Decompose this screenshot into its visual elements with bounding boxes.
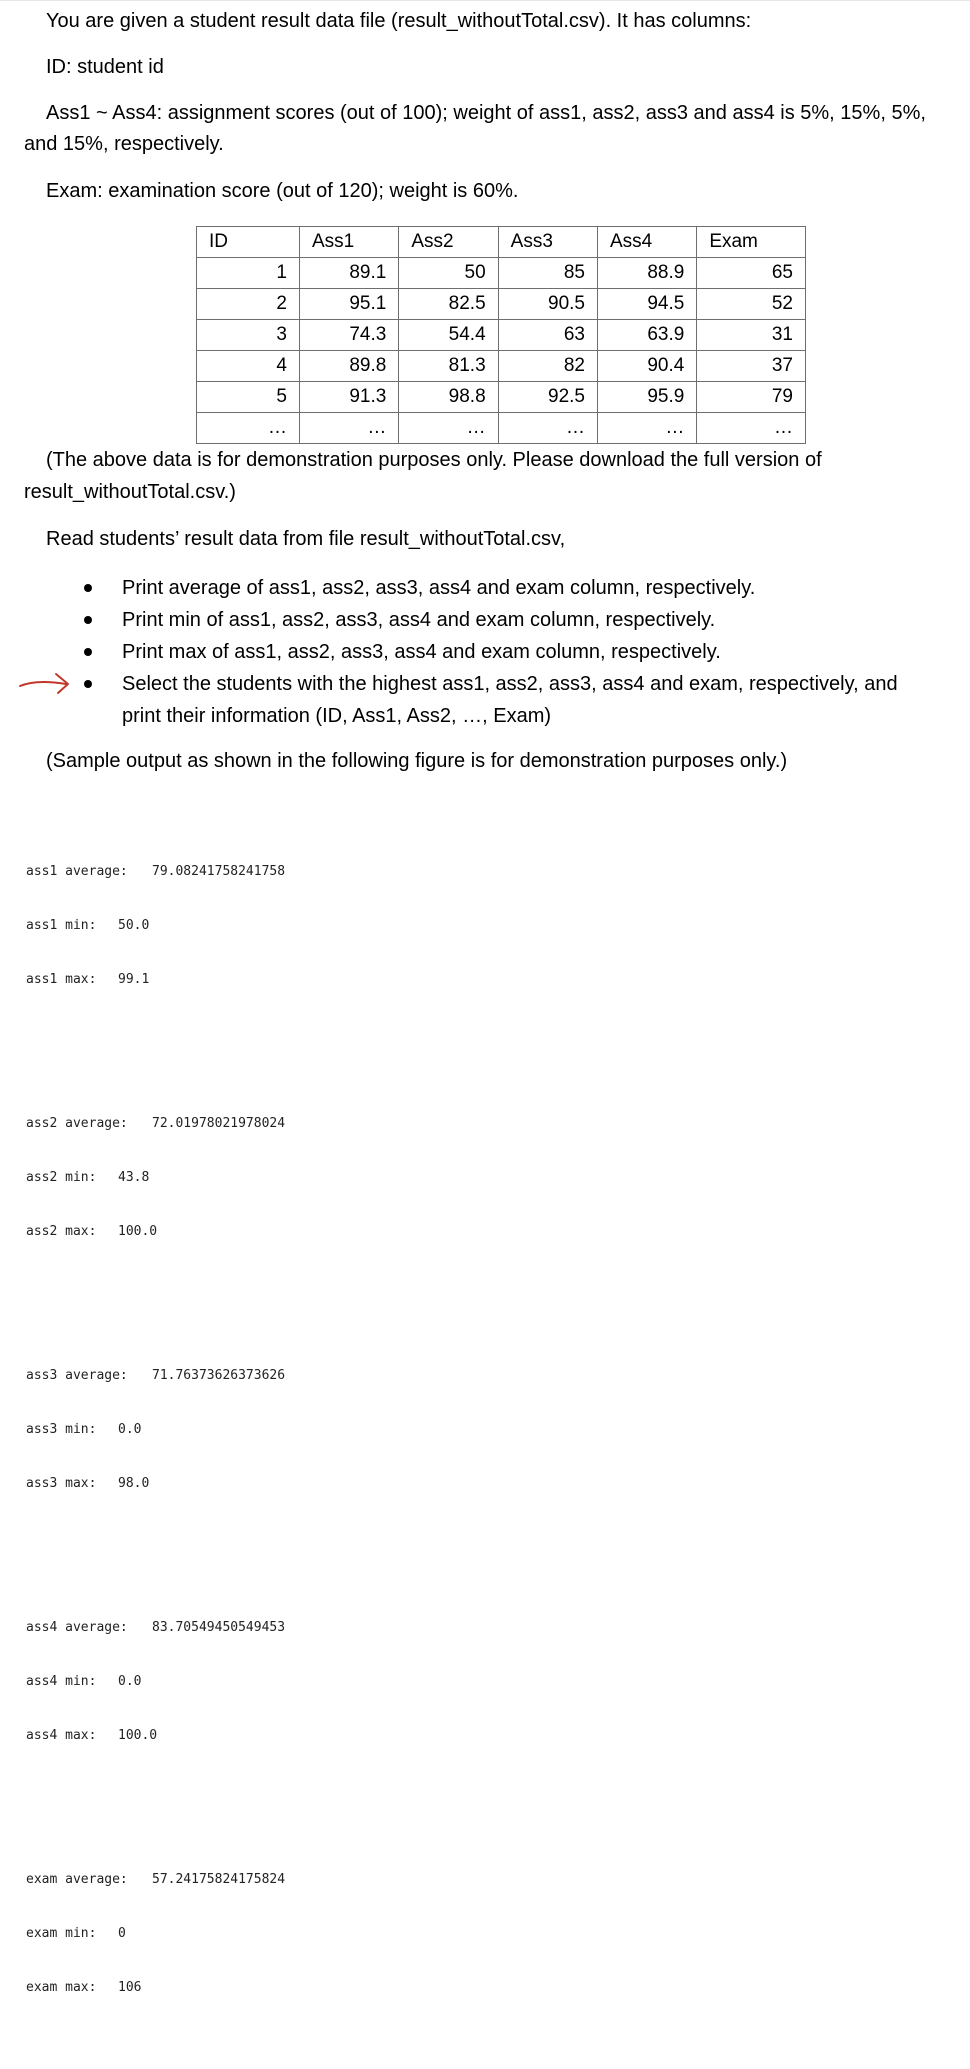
sample-output-note: (Sample output as shown in the following figure is for demonstration purposes only.)	[46, 750, 788, 772]
read-instruction: Read students’ result data from file result_withoutTotal.csv,	[46, 528, 566, 550]
average-label: ass4 average:	[26, 1620, 128, 1635]
table-cell: 65	[697, 258, 806, 289]
table-cell: …	[498, 413, 597, 444]
output-block-ass3	[26, 1331, 285, 1529]
max-label: exam max:	[26, 1980, 97, 1995]
table-cell: 90.4	[597, 351, 696, 382]
table-cell: 37	[697, 351, 806, 382]
average-label: ass1 average:	[26, 864, 128, 879]
list-item	[80, 572, 942, 604]
task-text: Select the students with the highest ass1, ass2, ass3, ass4 and exam, respectively, and print their information (ID, Ass1, Ass2, …, Exam)	[122, 673, 898, 727]
table-row	[197, 258, 806, 289]
task-list	[80, 572, 942, 732]
table-cell: 74.3	[300, 320, 399, 351]
table-cell: 54.4	[399, 320, 498, 351]
max-value: 98.0	[118, 1476, 150, 1491]
min-value: 0.0	[118, 1674, 142, 1689]
top-divider	[0, 0, 970, 1]
max-value: 106	[118, 1980, 142, 1995]
min-label: ass4 min:	[26, 1674, 97, 1689]
list-item	[80, 604, 942, 636]
average-value: 83.70549450549453	[152, 1620, 286, 1635]
bullet-icon	[84, 584, 92, 592]
average-label: exam average:	[26, 1872, 128, 1887]
max-label: ass4 max:	[26, 1728, 97, 1743]
min-label: ass3 min:	[26, 1422, 97, 1437]
header-ass1: Ass1	[300, 227, 399, 258]
assignment-description-line1: Ass1 ~ Ass4: assignment scores (out of 100); weight of ass1, ass2, ass3 and ass4 is 5%, 15%, 5%,	[46, 102, 926, 124]
table-row-ellipsis	[197, 413, 806, 444]
table-cell: …	[300, 413, 399, 444]
table-cell: 91.3	[300, 382, 399, 413]
max-value: 99.1	[118, 972, 150, 987]
table-cell: 82	[498, 351, 597, 382]
task-text: Print min of ass1, ass2, ass3, ass4 and exam column, respectively.	[122, 609, 716, 631]
result-table	[196, 226, 806, 444]
header-exam: Exam	[697, 227, 806, 258]
header-id: ID	[197, 227, 300, 258]
table-row	[197, 351, 806, 382]
sample-output	[26, 791, 285, 2069]
table-cell: 79	[697, 382, 806, 413]
table-cell: 95.9	[597, 382, 696, 413]
table-cell: 88.9	[597, 258, 696, 289]
table-cell: 63.9	[597, 320, 696, 351]
header-ass4: Ass4	[597, 227, 696, 258]
average-value: 72.01978021978024	[152, 1116, 286, 1131]
table-row	[197, 320, 806, 351]
average-value: 71.76373626373626	[152, 1368, 286, 1383]
header-ass3: Ass3	[498, 227, 597, 258]
intro-line: You are given a student result data file (result_withoutTotal.csv). It has columns:	[46, 10, 752, 32]
bullet-icon	[84, 616, 92, 624]
max-value: 100.0	[118, 1224, 158, 1239]
table-cell: 1	[197, 258, 300, 289]
table-cell: 92.5	[498, 382, 597, 413]
output-block-exam	[26, 1835, 285, 2033]
demo-note-line2: result_withoutTotal.csv.)	[24, 481, 236, 503]
list-item	[80, 668, 942, 732]
output-block-ass2	[26, 1079, 285, 1277]
table-cell: 4	[197, 351, 300, 382]
min-label: exam min:	[26, 1926, 97, 1941]
table-row	[197, 382, 806, 413]
max-value: 100.0	[118, 1728, 158, 1743]
table-cell: 89.8	[300, 351, 399, 382]
table-cell: 85	[498, 258, 597, 289]
average-label: ass2 average:	[26, 1116, 128, 1131]
table-header-row	[197, 227, 806, 258]
min-value: 50.0	[118, 918, 150, 933]
id-description: ID: student id	[46, 56, 164, 78]
max-label: ass3 max:	[26, 1476, 97, 1491]
output-block-ass1	[26, 827, 285, 1025]
table-cell: …	[697, 413, 806, 444]
table-cell: 2	[197, 289, 300, 320]
demo-note-line1: (The above data is for demonstration purposes only. Please download the full version of	[46, 449, 822, 471]
table-cell: 63	[498, 320, 597, 351]
table-cell: …	[399, 413, 498, 444]
average-value: 57.24175824175824	[152, 1872, 286, 1887]
table-cell: 5	[197, 382, 300, 413]
exam-description: Exam: examination score (out of 120); weight is 60%.	[46, 180, 519, 202]
table-cell: 89.1	[300, 258, 399, 289]
average-label: ass3 average:	[26, 1368, 128, 1383]
table-cell: 50	[399, 258, 498, 289]
header-ass2: Ass2	[399, 227, 498, 258]
min-value: 0	[118, 1926, 126, 1941]
table-cell: 98.8	[399, 382, 498, 413]
table-cell: 3	[197, 320, 300, 351]
min-label: ass2 min:	[26, 1170, 97, 1185]
table-cell: 81.3	[399, 351, 498, 382]
arrow-icon	[18, 670, 74, 696]
output-block-ass4	[26, 1583, 285, 1781]
table-cell: …	[197, 413, 300, 444]
bullet-icon	[84, 648, 92, 656]
table-cell: 95.1	[300, 289, 399, 320]
max-label: ass2 max:	[26, 1224, 97, 1239]
max-label: ass1 max:	[26, 972, 97, 987]
bullet-icon	[84, 680, 92, 688]
list-item	[80, 636, 942, 668]
assignment-description-line2: and 15%, respectively.	[24, 133, 224, 155]
table-cell: 94.5	[597, 289, 696, 320]
min-value: 0.0	[118, 1422, 142, 1437]
table-row	[197, 289, 806, 320]
task-text: Print average of ass1, ass2, ass3, ass4 and exam column, respectively.	[122, 577, 756, 599]
table-cell: 31	[697, 320, 806, 351]
table-cell: 90.5	[498, 289, 597, 320]
min-value: 43.8	[118, 1170, 150, 1185]
task-text: Print max of ass1, ass2, ass3, ass4 and exam column, respectively.	[122, 641, 721, 663]
min-label: ass1 min:	[26, 918, 97, 933]
table-cell: 52	[697, 289, 806, 320]
average-value: 79.08241758241758	[152, 864, 286, 879]
table-cell: …	[597, 413, 696, 444]
table-cell: 82.5	[399, 289, 498, 320]
